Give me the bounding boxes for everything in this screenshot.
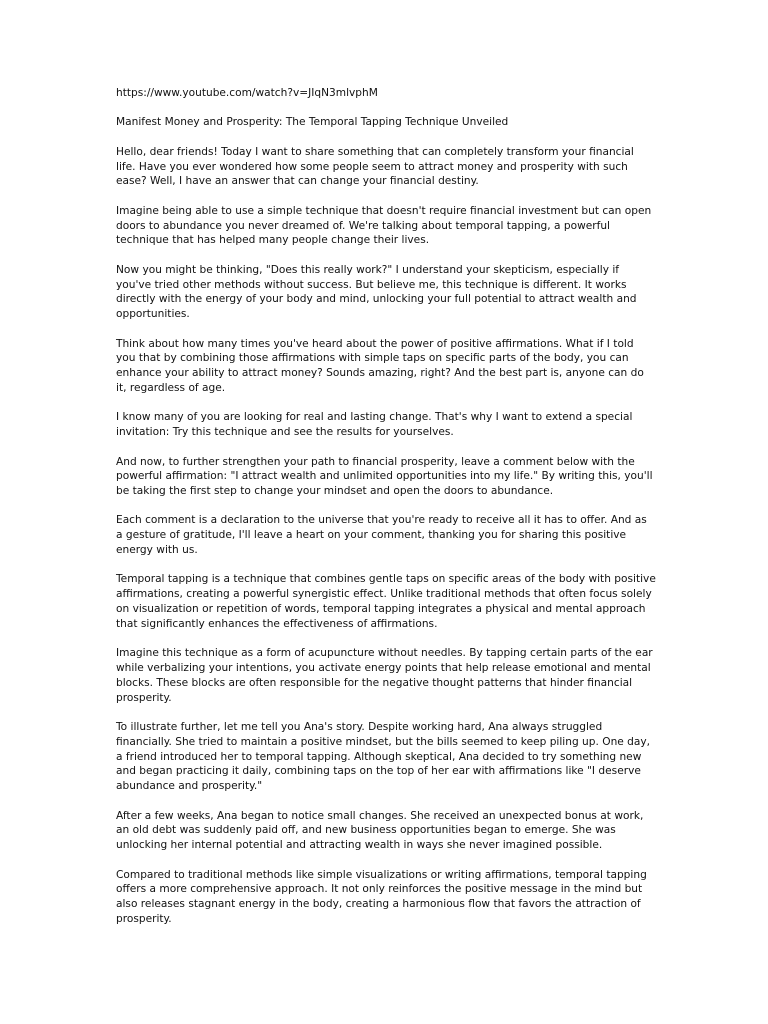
paragraph: Imagine this technique as a form of acupuncture without needles. By tapping certain parts of the ear while verbalizing your intentions, you activate energy points that help release emotional and mental blocks. These blocks are often responsible for the negative thought patterns that hinder financial prosperity. [116,647,653,704]
video-url: https://www.youtube.com/watch?v=JIqN3mlvphM [116,87,378,99]
document-body [116,86,656,941]
paragraph: Hello, dear friends! Today I want to share something that can completely transform your financial life. Have you ever wondered how some people seem to attract money and prosperity with such ease? Well, I have an answer that can change your financial destiny. [116,145,634,188]
paragraph: And now, to further strengthen your path to financial prosperity, leave a comment below with the powerful affirmation: "I attract wealth and unlimited opportunities into my life." By writing this, you'll be taking the first step to change your mindset and open the doors to abundance. [116,455,653,498]
paragraph: Imagine being able to use a simple technique that doesn't require financial investment but can open doors to abundance you never dreamed of. We're talking about temporal tapping, a powerful technique that has helped many people change their lives. [116,204,652,247]
paragraph: Compared to traditional methods like simple visualizations or writing affirmations, temporal tapping offers a more comprehensive approach. It not only reinforces the positive message in the mind but also releases stagnant energy in the body, creating a harmonious flow that favors the attraction of prosperity. [116,868,647,925]
paragraph: Temporal tapping is a technique that combines gentle taps on specific areas of the body with positive affirmations, creating a powerful synergistic effect. Unlike traditional methods that often focus solely on visualization or repetition of words, temporal tapping integrates a physical and mental approach that significantly enhances the effectiveness of affirmations. [116,573,656,630]
paragraph: Think about how many times you've heard about the power of positive affirmations. What if I told you that by combining those affirmations with simple taps on specific parts of the body, you can enhance your ability to attract money? Sounds amazing, right? And the best part is, anyone can do it, regardless of age. [116,337,644,394]
document-title: Manifest Money and Prosperity: The Temporal Tapping Technique Unveiled [116,116,509,129]
paragraph: After a few weeks, Ana began to notice small changes. She received an unexpected bonus at work, an old debt was suddenly paid off, and new business opportunities began to emerge. She was unlocking her internal potential and attracting wealth in ways she never imagined possible. [116,809,644,852]
paragraph: I know many of you are looking for real and lasting change. That's why I want to extend a special invitation: Try this technique and see the results for yourselves. [116,411,633,439]
paragraph: Now you might be thinking, "Does this really work?" I understand your skepticism, especially if you've tried other methods without success. But believe me, this technique is different. It works directly with the energy of your body and mind, unlocking your full potential to attract wealth and opportunities. [116,263,637,321]
paragraph: To illustrate further, let me tell you Ana's story. Despite working hard, Ana always struggled financially. She tried to maintain a positive mindset, but the bills seemed to keep piling up. One day, a friend introduced her to temporal tapping. Although skeptical, Ana decided to try something new and began practicing it daily, combining taps on the top of her ear with affirmations like "I deserve abundance and prosperity." [116,721,651,793]
paragraph: Each comment is a declaration to the universe that you're ready to receive all it has to offer. And as a gesture of gratitude, I'll leave a heart on your comment, thanking you for sharing this positive energy with us. [116,514,647,557]
